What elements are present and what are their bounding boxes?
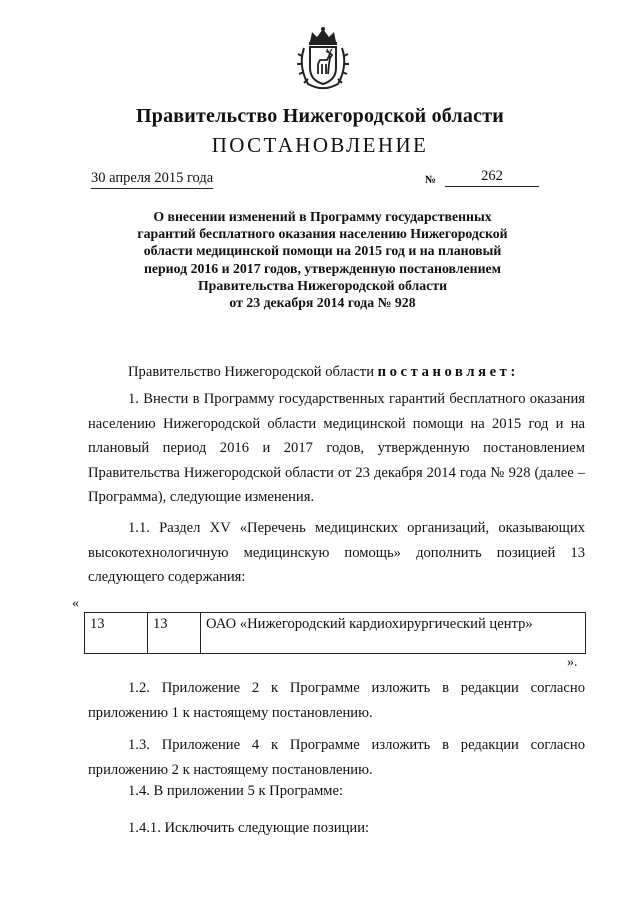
paragraph-1-3: 1.3. Приложение 4 к Программе изложить в редакции согласно приложению 2 к настоящему постановлению. xyxy=(88,737,585,778)
number-label: № xyxy=(425,174,437,186)
intro-resolves: постановляет: xyxy=(377,364,519,380)
organization-table xyxy=(84,612,586,654)
subject-line: от 23 декабря 2014 года № 928 xyxy=(229,295,416,311)
paragraph-1-2: 1.2. Приложение 2 к Программе изложить в редакции согласно приложению 1 к настоящему постановлению. xyxy=(88,680,585,721)
intro-text: Правительство Нижегородской области xyxy=(128,364,378,380)
table-row xyxy=(85,613,586,654)
table-cell: ОАО «Нижегородский кардиохирургический центр» xyxy=(201,613,586,654)
subject-line: гарантий бесплатного оказания населению Нижегородской xyxy=(137,226,508,242)
document-date: 30 апреля 2015 года xyxy=(91,170,213,189)
table-cell: 13 xyxy=(148,613,201,654)
subject-line: Правительства Нижегородской области xyxy=(197,277,448,293)
coat-of-arms-icon xyxy=(296,26,350,90)
table-cell: 13 xyxy=(85,613,148,654)
table-close-quote: ». xyxy=(567,655,578,670)
paragraph-1-1: 1.1. Раздел XV «Перечень медицинских организаций, оказывающих высокотехнологичную медицинскую помощь» дополнить позицией 13 следующего содержания: xyxy=(88,520,585,585)
paragraph-1-4: 1.4. В приложении 5 к Программе: xyxy=(128,783,344,799)
table-open-quote: « xyxy=(72,596,79,611)
paragraph-1-4-1: 1.4.1. Исключить следующие позиции: xyxy=(128,820,370,836)
government-title: Правительство Нижегородской области xyxy=(136,105,504,127)
subject-line: О внесении изменений в Программу государственных xyxy=(153,209,492,224)
subject-line: период 2016 и 2017 годов, утвержденную постановлением xyxy=(143,260,502,276)
document-number: 262 xyxy=(445,168,539,187)
document-type: ПОСТАНОВЛЕНИЕ xyxy=(211,133,429,157)
intro-paragraph xyxy=(88,364,585,381)
document-subject xyxy=(100,208,545,311)
paragraph-1: 1. Внести в Программу государственных гарантий бесплатного оказания населению Нижегородской области медицинской помощи на 2015 год и на плановый период 2016 и 2017 годов, утвержденную постановлением Правительства Нижегородской области от 23 декабря 2014 года № 928 (далее – Программа), следующие изменения. xyxy=(88,391,585,505)
subject-line: области медицинской помощи на 2015 год и на плановый xyxy=(143,243,502,259)
